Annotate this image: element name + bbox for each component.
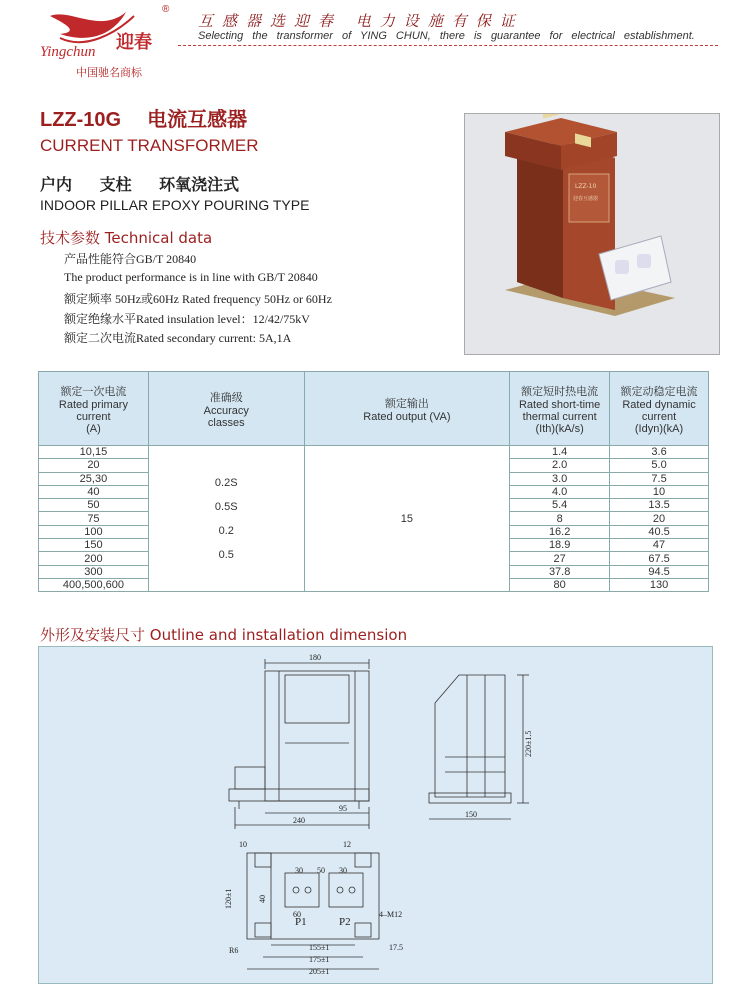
thermal-cell: 80 bbox=[510, 578, 610, 591]
logo-script: Yingchun bbox=[40, 44, 96, 60]
slogan-cn: 互感器选迎春 电力设施有保证 bbox=[198, 12, 524, 30]
logo-cn: 迎春 bbox=[116, 32, 152, 53]
dynamic-cell: 5.0 bbox=[610, 459, 709, 472]
primary-cell: 50 bbox=[39, 499, 149, 512]
dim-12: 12 bbox=[343, 840, 351, 849]
primary-cell: 200 bbox=[39, 552, 149, 565]
primary-cell: 10,15 bbox=[39, 446, 149, 459]
primary-cell: 25,30 bbox=[39, 472, 149, 485]
dynamic-cell: 7.5 bbox=[610, 472, 709, 485]
nameplate-line2: 迎春互感器 bbox=[573, 196, 599, 202]
brand-tag: 中国驰名商标 bbox=[76, 66, 142, 79]
dim-17: 17.5 bbox=[389, 943, 403, 952]
dynamic-cell: 94.5 bbox=[610, 565, 709, 578]
dim-155: 155±1 bbox=[309, 943, 330, 952]
thermal-cell: 4.0 bbox=[510, 485, 610, 498]
outline-heading: 外形及安装尺寸 Outline and installation dimension bbox=[40, 626, 408, 644]
registered-mark: ® bbox=[162, 4, 170, 15]
header-dynamic-current: 额定动稳定电流 Rated dynamic current (Idyn)(kA) bbox=[610, 372, 709, 446]
dim-60: 60 bbox=[293, 910, 301, 919]
thermal-cell: 5.4 bbox=[510, 499, 610, 512]
primary-cell: 40 bbox=[39, 485, 149, 498]
primary-cell: 400,500,600 bbox=[39, 578, 149, 591]
header-thermal-current: 额定短时热电流 Rated short-time thermal current (Ith)(kA/s) bbox=[510, 372, 610, 446]
dynamic-cell: 130 bbox=[610, 578, 709, 591]
dim-180: 180 bbox=[309, 653, 321, 662]
front-view bbox=[229, 653, 369, 829]
thermal-cell: 8 bbox=[510, 512, 610, 525]
thermal-cell: 3.0 bbox=[510, 472, 610, 485]
dynamic-cell: 3.6 bbox=[610, 446, 709, 459]
type-cn: 户内 支柱 环氧浇注式 bbox=[40, 175, 240, 194]
dynamic-cell: 20 bbox=[610, 512, 709, 525]
header-accuracy: 准确级 Accuracy classes bbox=[148, 372, 304, 446]
side-view bbox=[429, 675, 533, 819]
outline-drawing bbox=[38, 646, 713, 984]
spec-line: 额定绝缘水平Rated insulation level：12/42/75kV bbox=[64, 312, 310, 326]
table-row bbox=[39, 446, 709, 459]
thermal-cell: 16.2 bbox=[510, 525, 610, 538]
label-p2: P2 bbox=[339, 916, 351, 928]
spec-line: The product performance is in line with GB/T 20840 bbox=[64, 270, 318, 284]
output-cell: 15 bbox=[304, 446, 510, 592]
nameplate-line1: LZZ-10 bbox=[575, 183, 597, 190]
header-divider bbox=[178, 45, 718, 46]
label-p1: P1 bbox=[295, 916, 307, 928]
accuracy-cell: 0.2S 0.5S 0.2 0.5 bbox=[148, 446, 304, 592]
dynamic-cell: 67.5 bbox=[610, 552, 709, 565]
company-logo bbox=[30, 4, 170, 64]
header-rated-output: 额定输出 Rated output (VA) bbox=[304, 372, 510, 446]
product-title bbox=[40, 103, 247, 132]
technical-table bbox=[38, 371, 709, 592]
type-en: INDOOR PILLAR EPOXY POURING TYPE bbox=[40, 197, 310, 213]
dim-95: 95 bbox=[339, 804, 347, 813]
dim-175: 175±1 bbox=[309, 955, 330, 964]
product-name-en: CURRENT TRANSFORMER bbox=[40, 136, 259, 155]
slogan-en: Selecting the transformer of YING CHUN, there is guarantee for electrical establishment. bbox=[198, 30, 695, 42]
thermal-cell: 27 bbox=[510, 552, 610, 565]
technical-table-wrap bbox=[38, 371, 709, 592]
dim-150: 150 bbox=[465, 810, 477, 819]
thermal-cell: 2.0 bbox=[510, 459, 610, 472]
dim-220: 220±1.5 bbox=[524, 730, 533, 757]
dynamic-cell: 47 bbox=[610, 539, 709, 552]
tech-heading: 技术参数 Technical data bbox=[40, 229, 213, 247]
primary-cell: 300 bbox=[39, 565, 149, 578]
product-name-cn: 电流互感器 bbox=[147, 107, 248, 131]
thermal-cell: 1.4 bbox=[510, 446, 610, 459]
dim-205: 205±1 bbox=[309, 967, 330, 976]
dim-30a: 30 bbox=[295, 866, 303, 875]
product-photo bbox=[464, 113, 720, 355]
spec-line: 产品性能符合GB/T 20840 bbox=[64, 252, 197, 266]
dim-40: 40 bbox=[258, 895, 267, 903]
dynamic-cell: 40.5 bbox=[610, 525, 709, 538]
header-primary-current: 额定一次电流 Rated primary current (A) bbox=[39, 372, 149, 446]
dim-240: 240 bbox=[293, 816, 305, 825]
thermal-cell: 37.8 bbox=[510, 565, 610, 578]
primary-cell: 150 bbox=[39, 539, 149, 552]
spec-line: 额定频率 50Hz或60Hz Rated frequency 50Hz or 60Hz bbox=[64, 292, 332, 306]
primary-cell: 20 bbox=[39, 459, 149, 472]
dim-30b: 30 bbox=[339, 866, 347, 875]
dim-10: 10 bbox=[239, 840, 247, 849]
primary-cell: 75 bbox=[39, 512, 149, 525]
primary-cell: 100 bbox=[39, 525, 149, 538]
dim-m12: 4–M12 bbox=[379, 910, 403, 919]
dynamic-cell: 13.5 bbox=[610, 499, 709, 512]
dim-50: 50 bbox=[317, 866, 325, 875]
thermal-cell: 18.9 bbox=[510, 539, 610, 552]
model-number: LZZ-10G bbox=[40, 109, 122, 131]
spec-line: 额定二次电流Rated secondary current: 5A,1A bbox=[64, 331, 292, 345]
dim-120: 120±1 bbox=[224, 888, 233, 909]
dim-r6: R6 bbox=[229, 946, 239, 955]
dynamic-cell: 10 bbox=[610, 485, 709, 498]
bottom-view bbox=[224, 840, 403, 976]
